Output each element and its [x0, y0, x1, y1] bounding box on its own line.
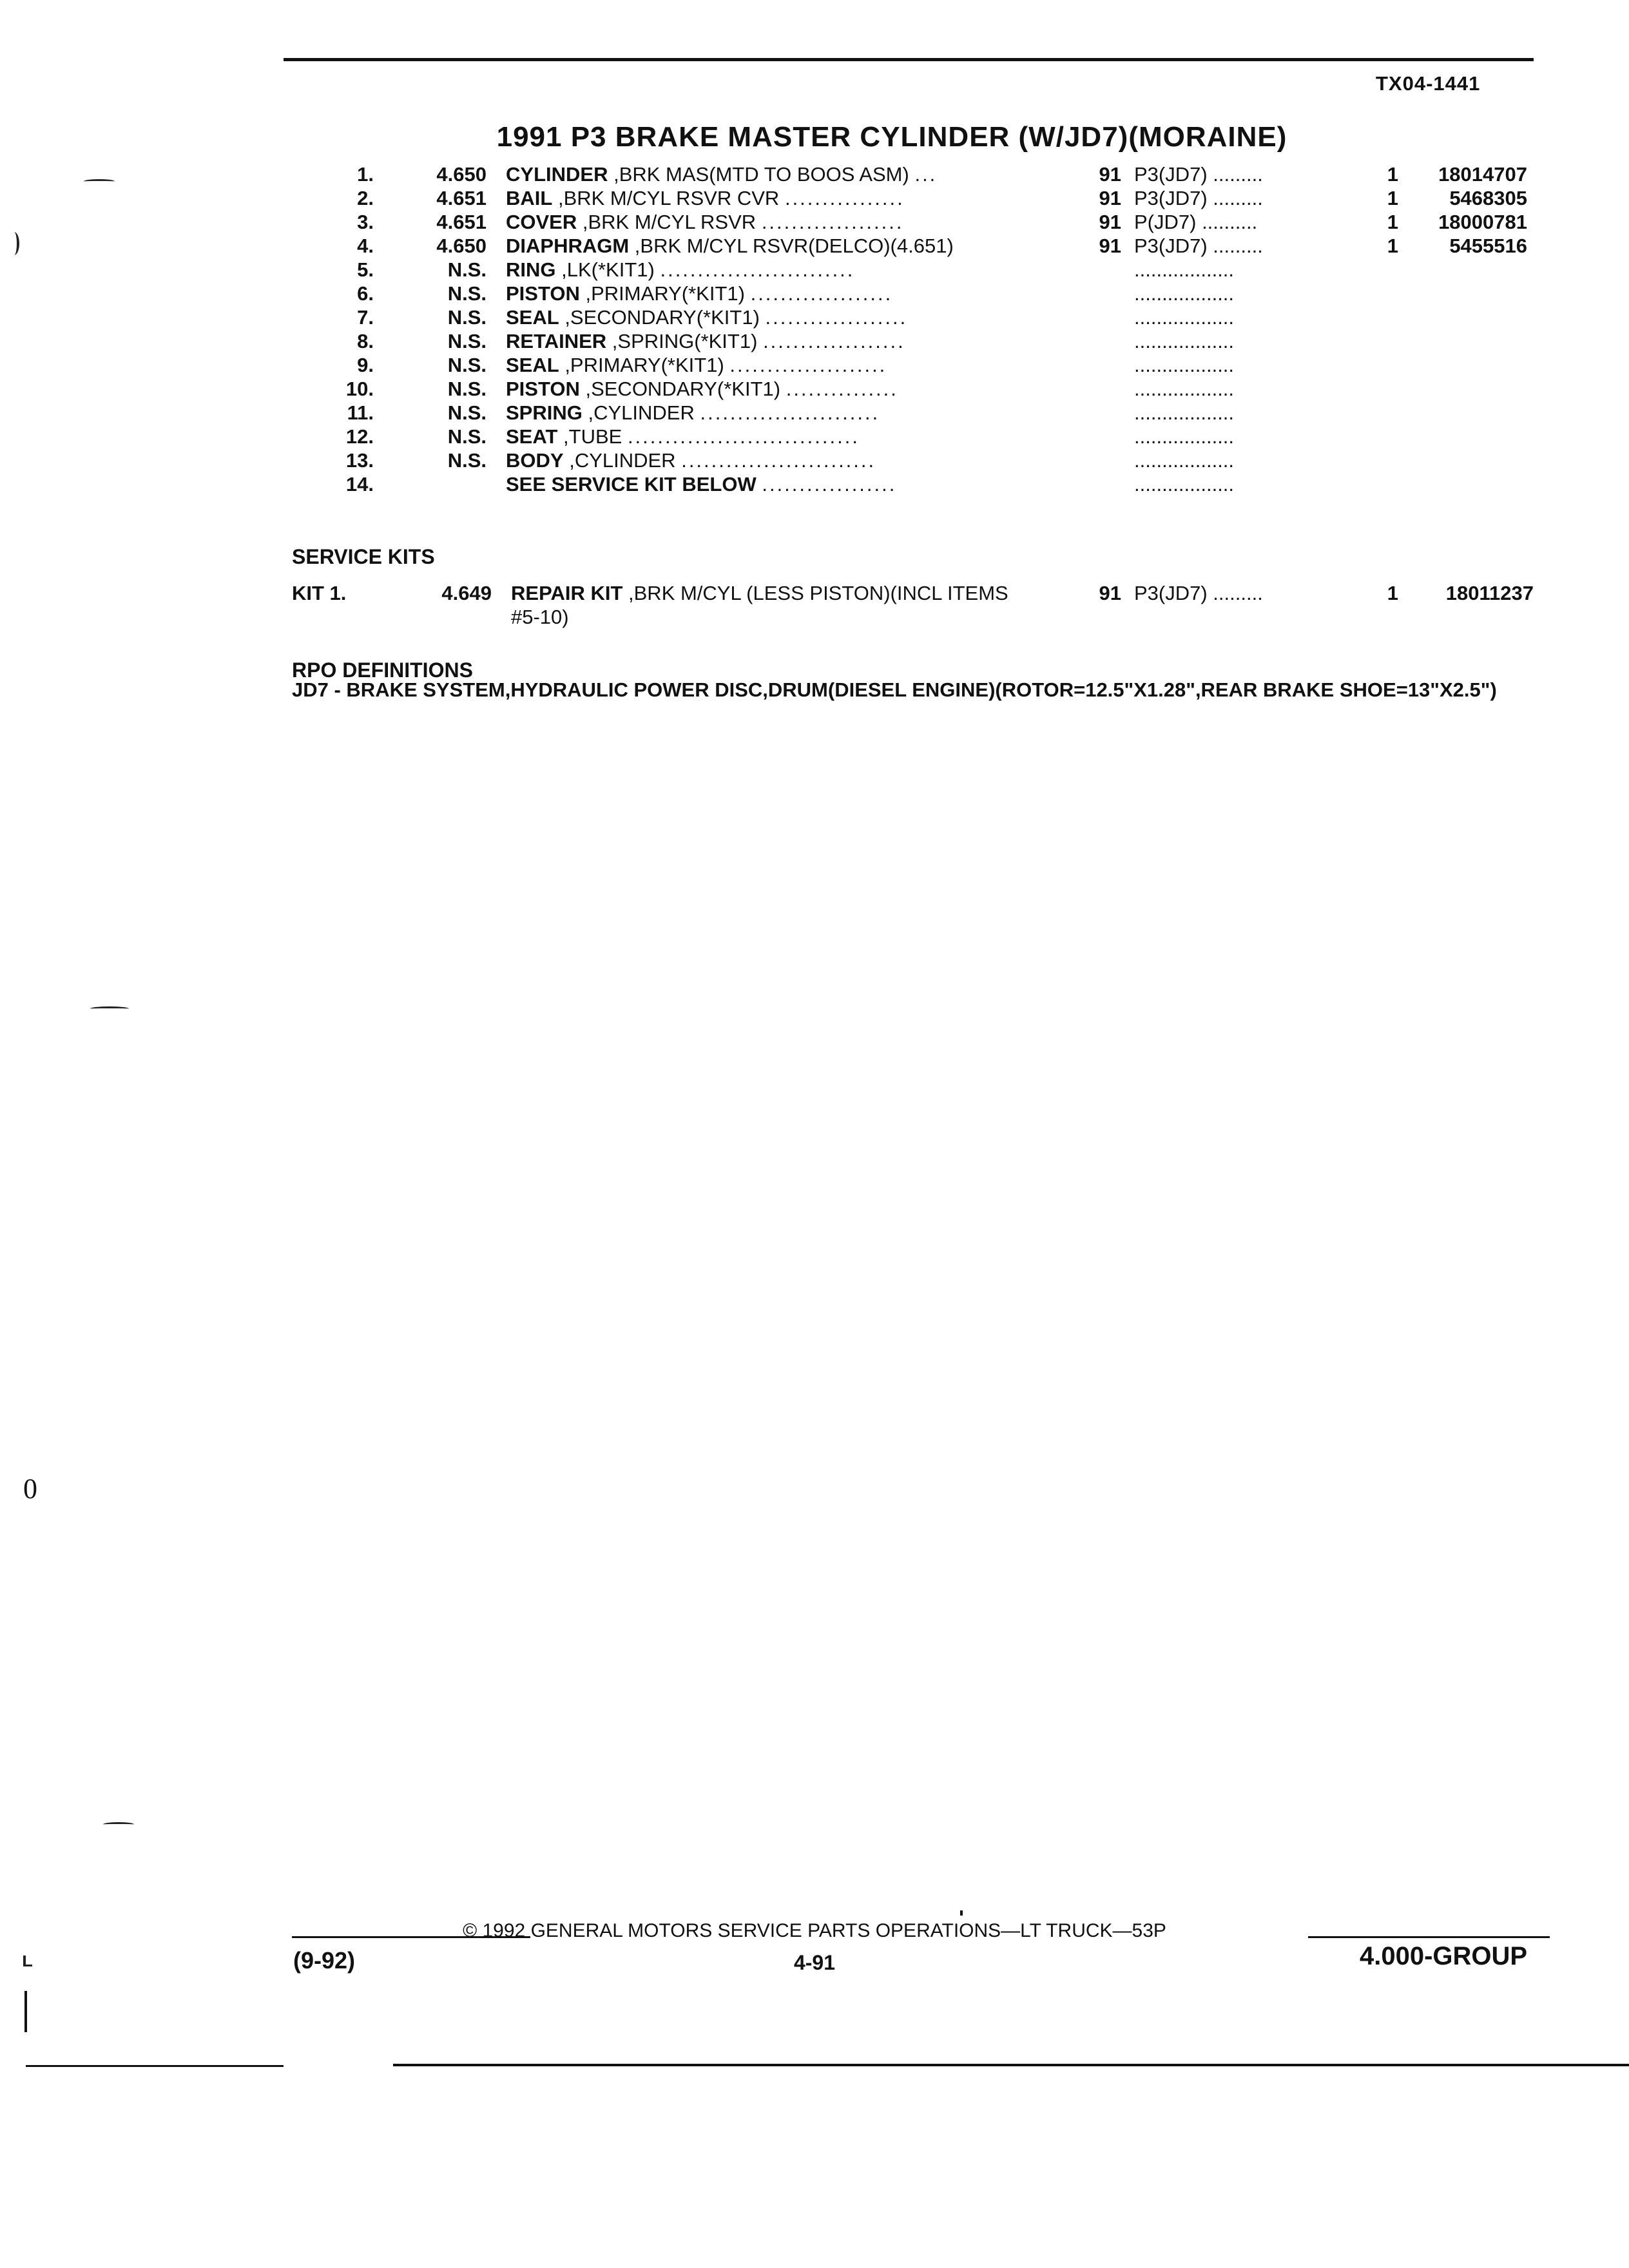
part-application: .................. [1134, 473, 1235, 495]
leader-dots: .......................... [681, 449, 876, 472]
part-name: PISTON [506, 378, 580, 400]
part-application: .................. [1134, 449, 1235, 472]
part-code: N.S. [447, 330, 487, 352]
kit-label: KIT 1. [292, 582, 347, 604]
part-code: 4.650 [436, 235, 487, 257]
leader-dots: ................ [784, 187, 905, 209]
part-code: 4.651 [436, 211, 487, 233]
part-desc-text: ,BRK M/CYL RSVR(DELCO)(4.651) [634, 235, 954, 257]
leader-dots: .......................... [660, 258, 855, 281]
part-desc-text: ,BRK M/CYL RSVR [582, 211, 757, 233]
part-row [322, 472, 1547, 496]
part-name: BODY [506, 449, 564, 472]
part-row [322, 282, 1547, 305]
margin-mark-paren [9, 232, 19, 255]
part-description [506, 353, 1356, 377]
part-description [506, 186, 1356, 210]
page-title: 1991 P3 BRAKE MASTER CYLINDER (W/JD7)(MORAINE) [496, 121, 1287, 153]
part-name: BAIL [506, 187, 553, 209]
part-row [322, 448, 1547, 472]
part-year: 91 [1099, 235, 1121, 257]
part-name: PISTON [506, 282, 580, 305]
part-name: SEAT [506, 425, 558, 448]
part-item-number: 8. [357, 330, 374, 352]
part-row [322, 425, 1547, 448]
part-desc-text: ,BRK M/CYL RSVR CVR [557, 187, 780, 209]
part-item-number: 11. [347, 401, 374, 424]
part-name: CYLINDER [506, 163, 608, 186]
part-name: SEAL [506, 306, 559, 329]
part-application: .................. [1134, 401, 1235, 424]
part-name: SEAL [506, 354, 559, 376]
part-desc-text: ,SPRING(*KIT1) [612, 330, 758, 352]
leader-dots: ..................... [729, 354, 887, 376]
part-application: .................. [1134, 330, 1235, 352]
part-description [506, 377, 1356, 401]
part-row [322, 258, 1547, 282]
part-row [322, 186, 1547, 210]
part-desc-text: ,CYLINDER [569, 449, 676, 472]
part-item-number: 2. [357, 187, 374, 209]
part-quantity: 1 [1387, 163, 1398, 186]
leader-dots: ................... [761, 211, 904, 233]
footer-date: (9-92) [293, 1947, 356, 1974]
part-application: P3(JD7) ......... [1134, 163, 1263, 186]
part-application: .................. [1134, 258, 1235, 281]
part-code: N.S. [447, 354, 487, 376]
part-desc-text: ,PRIMARY(*KIT1) [585, 282, 745, 305]
group-label: 4.000-GROUP [1360, 1942, 1528, 1970]
part-number: 18000781 [1438, 211, 1527, 233]
margin-mark-top [84, 179, 115, 184]
part-item-number: 14. [345, 473, 374, 495]
part-code: N.S. [447, 449, 487, 472]
page-number: 4-91 [793, 1951, 836, 1974]
part-row [322, 329, 1547, 353]
rpo-definition: JD7 - BRAKE SYSTEM,HYDRAULIC POWER DISC,DRUM(DIESEL ENGINE)(ROTOR=12.5"X1.28",REAR BRAKE SHOE=13"X2.5") [292, 678, 1497, 701]
part-application: .................. [1134, 354, 1235, 376]
part-application: P3(JD7) ......... [1134, 235, 1263, 257]
part-row [322, 234, 1547, 258]
part-desc-text: ,PRIMARY(*KIT1) [564, 354, 724, 376]
part-desc-text: ,TUBE [563, 425, 622, 448]
part-description [506, 210, 1356, 234]
part-item-number: 10. [345, 378, 374, 400]
part-desc-text: ,BRK MAS(MTD TO BOOS ASM) [613, 163, 909, 186]
part-application: .................. [1134, 282, 1235, 305]
part-name: RING [506, 258, 556, 281]
top-rule [284, 58, 1534, 61]
part-quantity: 1 [1387, 211, 1398, 233]
part-code: N.S. [447, 378, 487, 400]
part-name: DIAPHRAGM [506, 235, 630, 257]
kit-application: P3(JD7) ......... [1134, 582, 1263, 604]
part-description [506, 448, 1356, 472]
kit-part-number: 18011237 [1445, 582, 1534, 604]
part-number: 5455516 [1449, 235, 1527, 257]
part-row [322, 162, 1547, 186]
part-description [506, 425, 1356, 448]
part-item-number: 13. [345, 449, 374, 472]
part-code: N.S. [447, 425, 487, 448]
document-id: TX04-1441 [1376, 72, 1481, 95]
parts-list [322, 162, 1547, 496]
part-row [322, 353, 1547, 377]
part-desc-text: ,CYLINDER [588, 401, 695, 424]
part-number: 5468305 [1449, 187, 1527, 209]
leader-dots: ................... [763, 330, 905, 352]
part-application: P(JD7) .......... [1134, 211, 1258, 233]
kit-code: 4.649 [441, 582, 492, 604]
rpo-heading: RPO DEFINITIONS [292, 658, 473, 682]
kit-name: REPAIR KIT [511, 582, 623, 604]
part-description [506, 472, 1356, 496]
part-number: 18014707 [1438, 163, 1527, 186]
part-name: COVER [506, 211, 577, 233]
copyright-line: © 1992 GENERAL MOTORS SERVICE PARTS OPERATIONS—LT TRUCK—53P [463, 1920, 1166, 1941]
part-item-number: 4. [357, 235, 374, 257]
bottom-rule-left [26, 2065, 284, 2067]
part-item-number: 9. [357, 354, 374, 376]
part-description [506, 162, 1356, 186]
kit-quantity: 1 [1387, 582, 1398, 604]
kit-description [511, 581, 1014, 629]
part-item-number: 3. [357, 211, 374, 233]
part-name: SEE SERVICE KIT BELOW [506, 473, 757, 495]
margin-mark-zero: 0 [23, 1473, 37, 1504]
margin-mark-mid [90, 1006, 129, 1011]
part-row [322, 210, 1547, 234]
part-description [506, 401, 1356, 425]
part-quantity: 1 [1387, 187, 1398, 209]
part-year: 91 [1099, 163, 1121, 186]
speck-1 [960, 1910, 963, 1916]
part-item-number: 5. [357, 258, 374, 281]
part-year: 91 [1099, 211, 1121, 233]
leader-dots: ............... [786, 378, 898, 400]
part-code: 4.650 [436, 163, 487, 186]
part-description [506, 258, 1356, 282]
part-item-number: 1. [357, 163, 374, 186]
part-desc-text: ,LK(*KIT1) [561, 258, 655, 281]
part-application: P3(JD7) ......... [1134, 187, 1263, 209]
part-code: 4.651 [436, 187, 487, 209]
part-description [506, 282, 1356, 305]
leader-dots: ............................... [627, 425, 860, 448]
service-kits-heading: SERVICE KITS [292, 545, 435, 568]
leader-dots: ........................ [700, 401, 880, 424]
leader-dots: ................... [750, 282, 893, 305]
leader-dots: ... [914, 163, 938, 186]
bottom-rule-right [393, 2064, 1629, 2066]
leader-dots: ................... [765, 306, 908, 329]
part-item-number: 12. [345, 425, 374, 448]
part-application: .................. [1134, 378, 1235, 400]
part-code: N.S. [447, 258, 487, 281]
part-description [506, 329, 1356, 353]
part-row [322, 401, 1547, 425]
margin-mark-lower [103, 1822, 134, 1827]
part-code: N.S. [447, 401, 487, 424]
part-code: N.S. [447, 282, 487, 305]
part-item-number: 7. [357, 306, 374, 329]
kit-year: 91 [1099, 582, 1121, 604]
part-name: SPRING [506, 401, 583, 424]
margin-bar [24, 1991, 27, 2032]
part-application: .................. [1134, 306, 1235, 329]
kit-desc-text: ,BRK M/CYL (LESS PISTON)(INCL ITEMS #5-10) [511, 582, 1008, 628]
part-item-number: 6. [357, 282, 374, 305]
part-description [506, 305, 1356, 329]
part-application: .................. [1134, 425, 1235, 448]
part-code: N.S. [447, 306, 487, 329]
part-year: 91 [1099, 187, 1121, 209]
part-desc-text: ,SECONDARY(*KIT1) [585, 378, 781, 400]
part-row [322, 377, 1547, 401]
part-desc-text: ,SECONDARY(*KIT1) [564, 306, 760, 329]
part-row [322, 305, 1547, 329]
part-name: RETAINER [506, 330, 607, 352]
leader-dots: .................. [762, 473, 897, 495]
part-quantity: 1 [1387, 235, 1398, 257]
part-description [506, 234, 1356, 258]
